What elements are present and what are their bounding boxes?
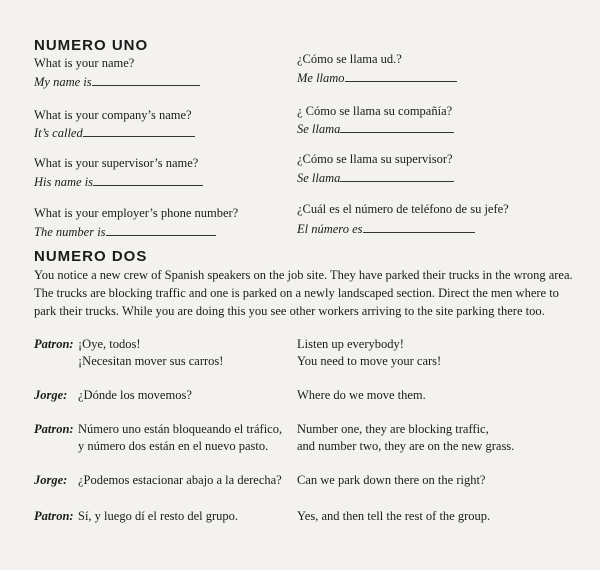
answer-blank[interactable] xyxy=(363,220,475,233)
question-es-2: ¿ Cómo se llama su compañía? xyxy=(297,104,453,118)
dialog-es-line: Número uno están bloqueando el tráfico, xyxy=(78,422,283,436)
speaker-label: Patron: xyxy=(34,509,74,523)
dialog-es-line: ¡Necesitan mover sus carros! xyxy=(78,354,224,368)
dialog-en-line: Where do we move them. xyxy=(297,388,426,402)
answer-es-1: Me llamo xyxy=(297,69,457,86)
section-heading-numero-uno: NUMERO UNO xyxy=(34,37,149,54)
speaker-label: Patron: xyxy=(34,422,74,436)
dialog-es-line: ¿Podemos estacionar abajo a la derecha? xyxy=(78,473,282,487)
dialog-en-line: Can we park down there on the right? xyxy=(297,473,486,487)
answer-es-2: Se llama xyxy=(297,120,454,137)
answer-en-1: My name is xyxy=(34,73,200,90)
speaker-label: Jorge: xyxy=(34,388,68,402)
question-en-1: What is your name? xyxy=(34,56,135,70)
dialog-en-line: and number two, they are on the new grass. xyxy=(297,439,515,453)
answer-blank[interactable] xyxy=(345,69,457,82)
answer-blank[interactable] xyxy=(83,124,195,137)
dialog-en-line: You need to move your cars! xyxy=(297,354,442,368)
question-es-3: ¿Cómo se llama su supervisor? xyxy=(297,152,453,166)
dialog-es-line: Sí, y luego dí el resto del grupo. xyxy=(78,509,239,523)
answer-en-3: His name is xyxy=(34,173,203,190)
answer-en-2: It’s called xyxy=(34,124,195,141)
question-en-4: What is your employer’s phone number? xyxy=(34,206,239,220)
answer-blank[interactable] xyxy=(340,120,454,133)
speaker-label: Patron: xyxy=(34,337,74,351)
dialog-es-line: y número dos están en el nuevo pasto. xyxy=(78,439,269,453)
question-en-3: What is your supervisor’s name? xyxy=(34,156,199,170)
question-es-4: ¿Cuál es el número de teléfono de su jefe? xyxy=(297,202,509,216)
speaker-label: Jorge: xyxy=(34,473,68,487)
dialog-en-line: Number one, they are blocking traffic, xyxy=(297,422,489,436)
answer-es-3: Se llama xyxy=(297,169,454,186)
dialog-en-line: Yes, and then tell the rest of the group. xyxy=(297,509,491,523)
dialog-es-line: ¿Dónde los movemos? xyxy=(78,388,192,402)
question-es-1: ¿Cómo se llama ud.? xyxy=(297,52,402,66)
dialog-es-line: ¡Oye, todos! xyxy=(78,337,141,351)
answer-blank[interactable] xyxy=(340,169,454,182)
answer-blank[interactable] xyxy=(106,223,216,236)
dialog-en-line: Listen up everybody! xyxy=(297,337,404,351)
answer-es-4: El número es xyxy=(297,220,475,237)
section-heading-numero-dos: NUMERO DOS xyxy=(34,248,148,265)
question-en-2: What is your company’s name? xyxy=(34,108,192,122)
scenario-paragraph: You notice a new crew of Spanish speakers on the job site. They have parked their trucks in the wrong area. The trucks are blocking traffic and one is parked on a newly landscaped section. Direct the men where to park their trucks. While you are doing this you see other workers arriving to the site parking there too. xyxy=(34,268,573,318)
answer-blank[interactable] xyxy=(92,73,200,86)
answer-en-4: The number is xyxy=(34,223,216,240)
answer-blank[interactable] xyxy=(93,173,203,186)
